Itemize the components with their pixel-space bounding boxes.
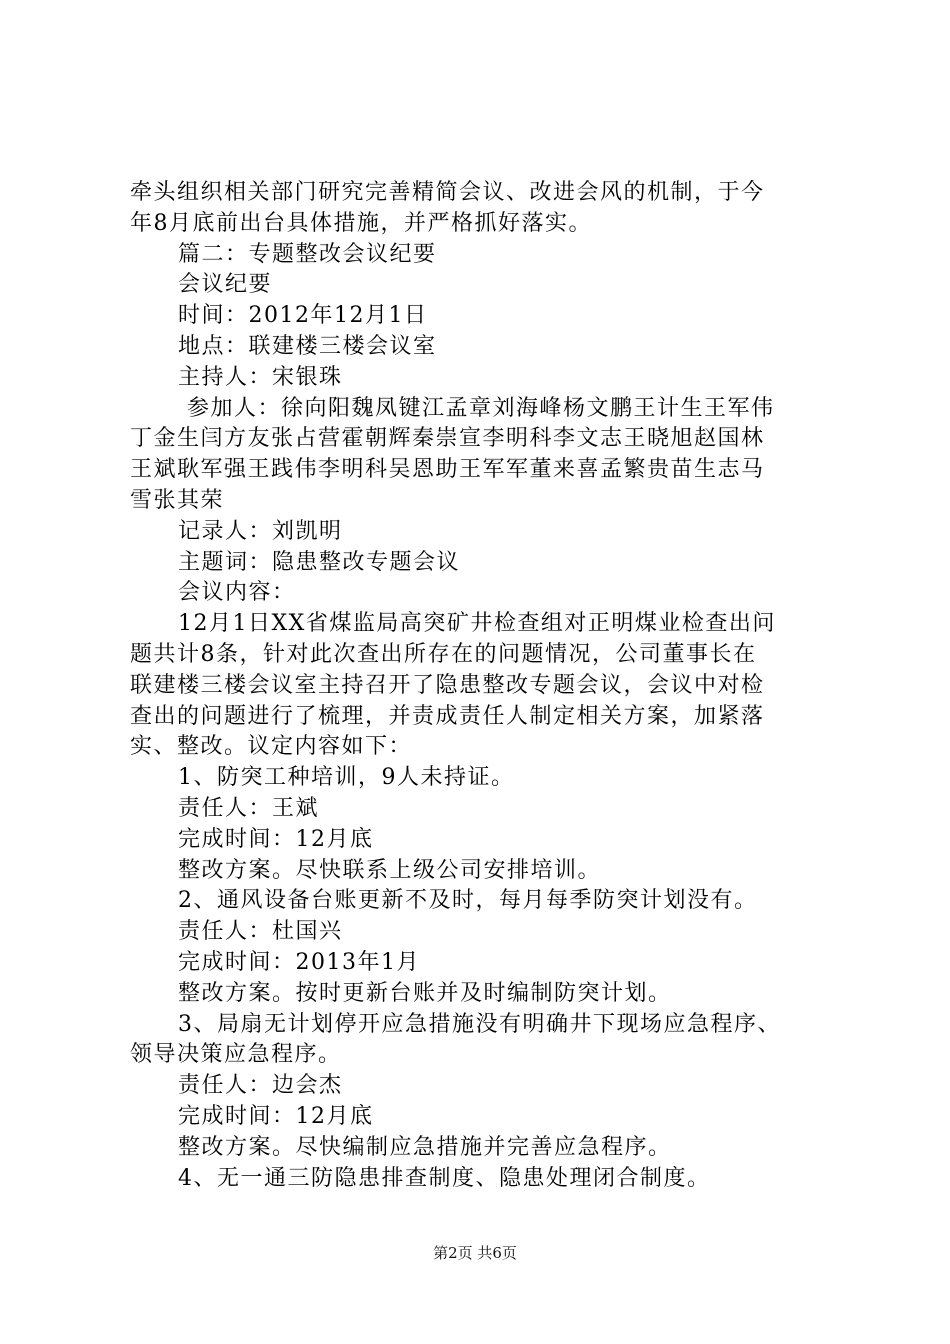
meeting-content-label: 会议内容：	[178, 580, 296, 606]
text-line: 牵头组织相关部门研究完善精简会议、改进会风的机制，于今	[130, 180, 765, 205]
meeting-attendees: 参加人：徐向阳魏凤键江孟章刘海峰杨文鹏王计生王军伟	[187, 395, 775, 421]
document-body	[130, 178, 830, 1194]
issue-item: 3、局扇无计划停开应急措施没有明确井下现场应急程序、	[178, 1011, 781, 1037]
meeting-attendees-cont: 王斌耿军强王践伟李明科吴恩助王军军董来喜孟繁贵苗生志马	[130, 457, 765, 483]
text-line: 年8月底前出台具体措施，并严格抓好落实。	[130, 210, 592, 236]
meeting-time: 时间：2012年12月1日	[178, 303, 428, 329]
document-title: 会议纪要	[178, 272, 273, 298]
rectification-plan: 整改方案。尽快联系上级公司安排培训。	[178, 857, 602, 883]
text-line: 实、整改。议定内容如下：	[130, 734, 413, 760]
meeting-keywords: 主题词：隐患整改专题会议	[178, 549, 461, 575]
meeting-attendees-cont: 雪张其荣	[130, 487, 225, 513]
text-line: 查出的问题进行了梳理，并责成责任人制定相关方案，加紧落	[130, 703, 765, 729]
meeting-location: 地点：联建楼三楼会议室	[178, 333, 437, 359]
completion-time: 完成时间：12月底	[178, 1103, 374, 1129]
page-number: 第2页 共6页	[433, 1244, 517, 1262]
meeting-host: 主持人：宋银珠	[178, 364, 343, 390]
responsible-person: 责任人：杜国兴	[178, 919, 343, 945]
rectification-plan: 整改方案。尽快编制应急措施并完善应急程序。	[178, 1134, 672, 1160]
issue-item: 4、无一通三防隐患排查制度、隐患处理闭合制度。	[178, 1165, 711, 1191]
completion-time: 完成时间：12月底	[178, 826, 374, 852]
text-line: 题共计8条，针对此次查出所存在的问题情况，公司董事长在	[130, 641, 757, 667]
issue-item: 1、防突工种培训，9人未持证。	[178, 765, 515, 791]
text-line: 12月1日XX省煤监局高突矿井检查组对正明煤业检查出问	[178, 611, 776, 637]
meeting-attendees-cont: 丁金生闫方友张占营霍朝辉秦崇宣李明科李文志王晓旭赵国林	[130, 426, 765, 452]
issue-item: 2、通风设备台账更新不及时，每月每季防突计划没有。	[178, 888, 758, 914]
rectification-plan: 整改方案。按时更新台账并及时编制防突计划。	[178, 980, 672, 1006]
completion-time: 完成时间：2013年1月	[178, 949, 420, 975]
issue-item-cont: 领导决策应急程序。	[130, 1042, 342, 1068]
meeting-recorder: 记录人：刘凯明	[178, 518, 343, 544]
responsible-person: 责任人：王斌	[178, 795, 320, 821]
text-line: 联建楼三楼会议室主持召开了隐患整改专题会议，会议中对检	[130, 672, 765, 698]
section-heading: 篇二：专题整改会议纪要	[178, 241, 437, 267]
responsible-person: 责任人：边会杰	[178, 1073, 343, 1099]
page-footer	[0, 1243, 950, 1263]
